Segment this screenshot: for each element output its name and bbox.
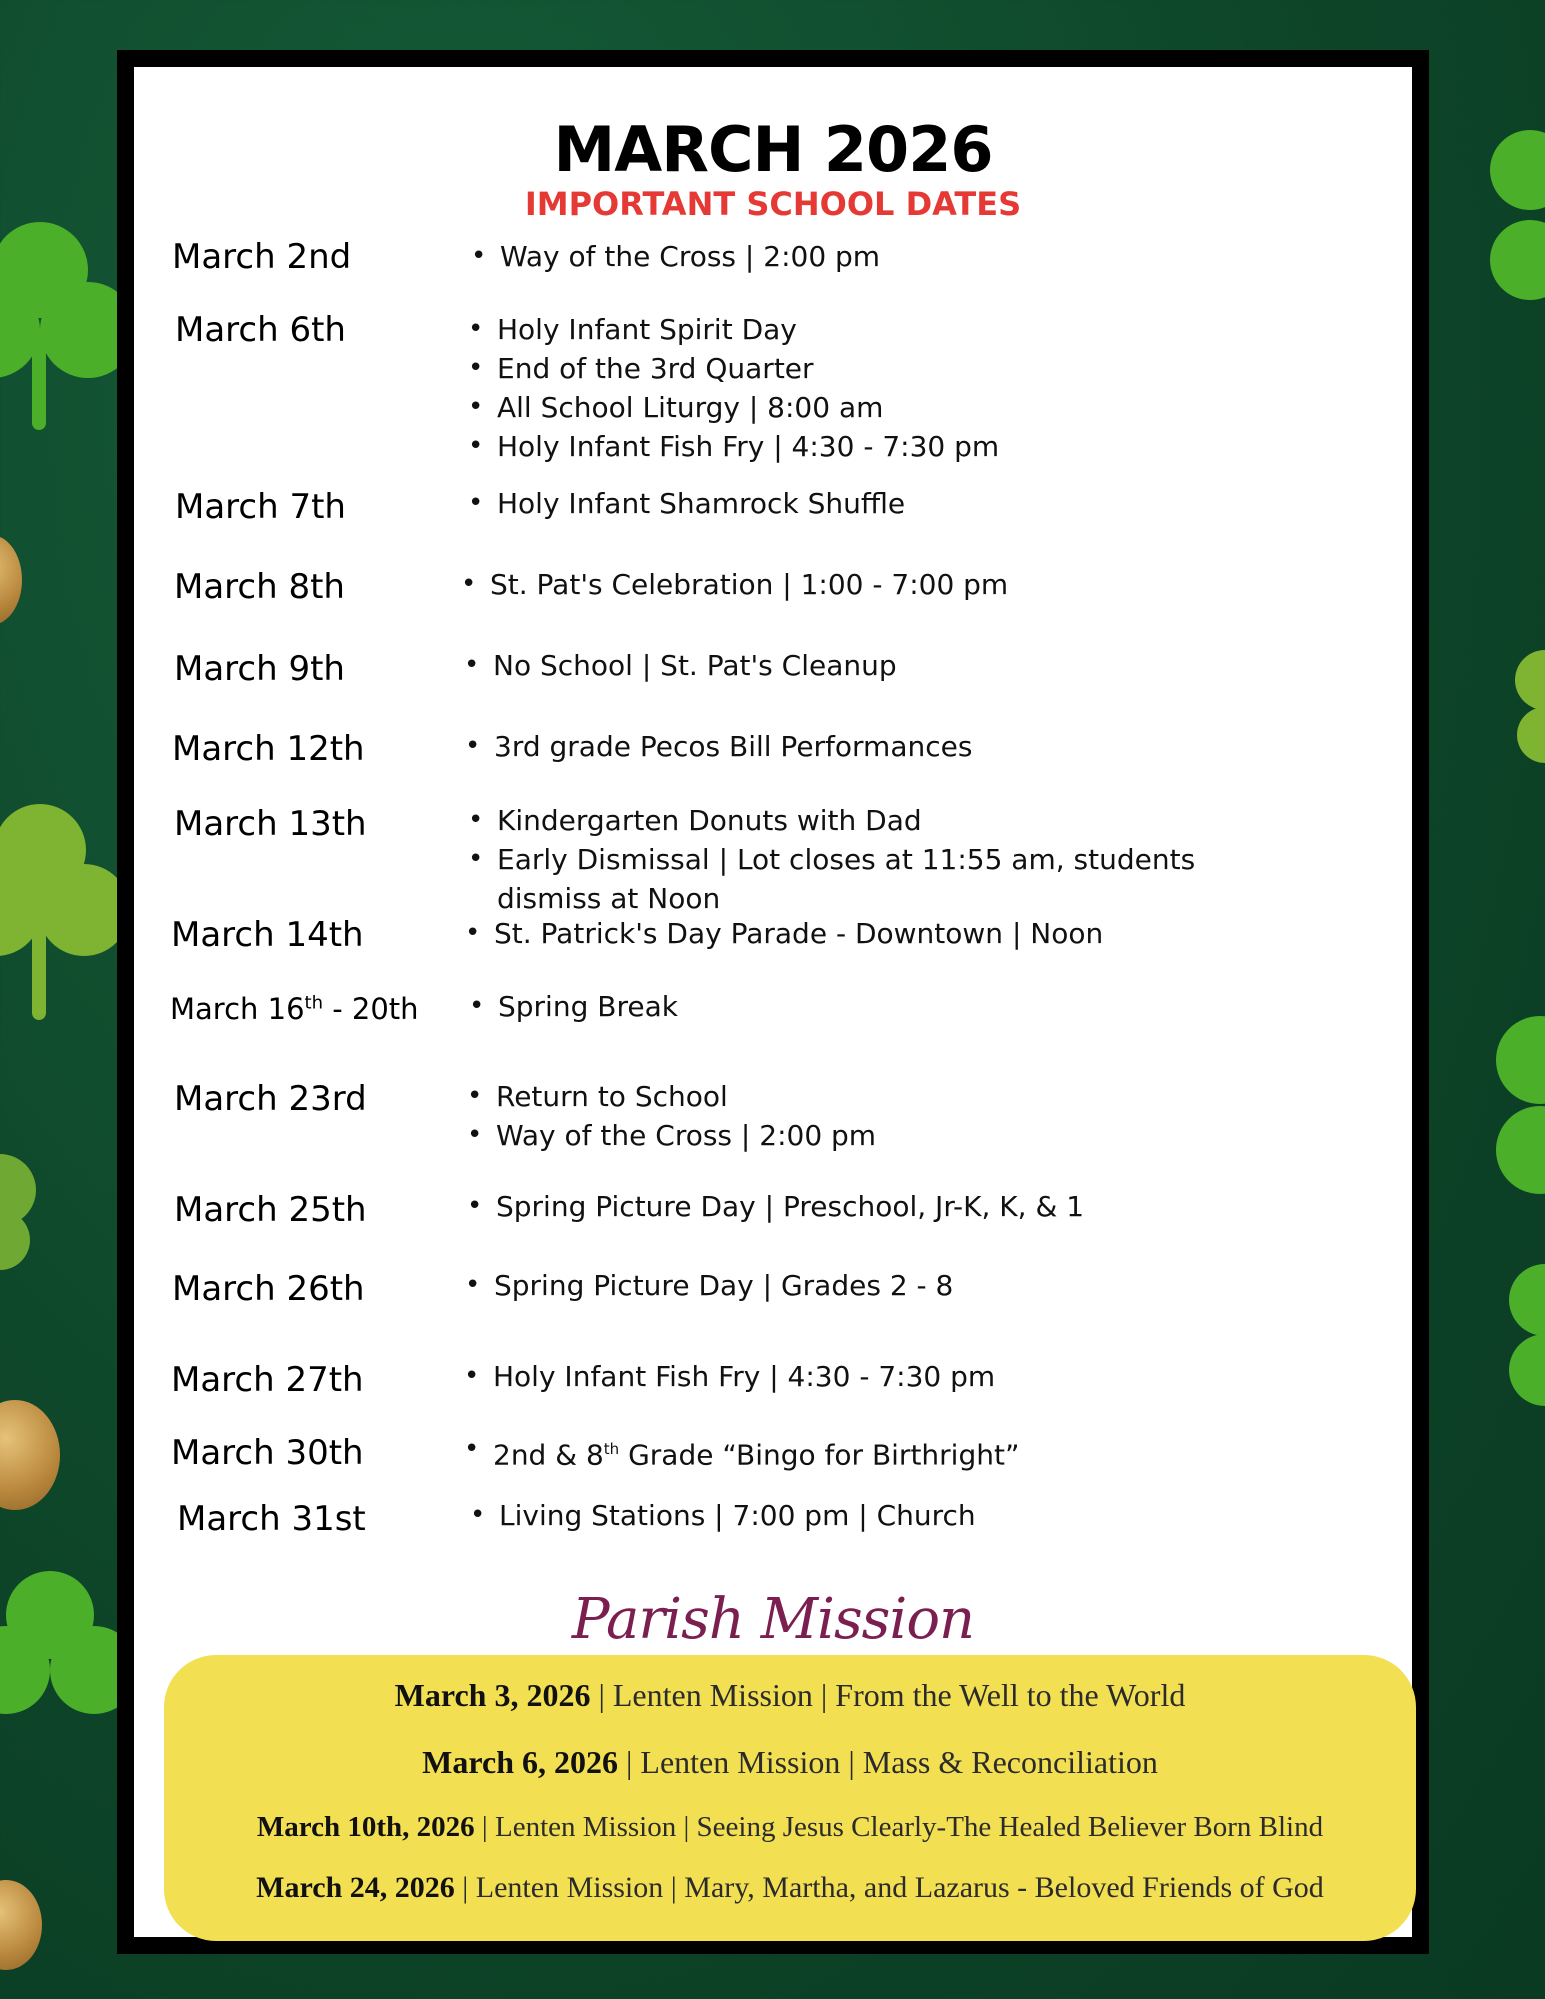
event-list	[464, 801, 1284, 918]
date-label: March 8th	[174, 567, 345, 607]
event-list	[465, 987, 678, 1026]
event-list	[463, 1077, 876, 1155]
mission-text: | Lenten Mission | From the Well to the World	[590, 1677, 1186, 1713]
event-list	[460, 1430, 1019, 1474]
event-list	[460, 1357, 995, 1396]
event-item-part: Grade “Bingo for Birthright”	[619, 1438, 1020, 1472]
mission-date: March 3, 2026	[394, 1677, 591, 1713]
clover-decoration-left	[0, 790, 120, 1030]
event-item: • Living Stations | 7:00 pm | Church	[466, 1496, 976, 1535]
mission-text: | Lenten Mission | Mary, Martha, and Lazarus - Beloved Friends of God	[454, 1871, 1324, 1904]
event-list	[457, 565, 1008, 604]
page-title: MARCH 2026	[553, 113, 993, 186]
event-item: • Early Dismissal | Lot closes at 11:55 am, students dismiss at Noon	[464, 840, 1284, 918]
event-list	[463, 1187, 1084, 1226]
date-label: March 9th	[174, 649, 345, 689]
clover-decoration-right	[1470, 120, 1545, 320]
event-item: • All School Liturgy | 8:00 am	[464, 388, 999, 427]
date-label: March 30th	[171, 1433, 364, 1473]
flyer-card	[117, 50, 1429, 1954]
event-item: • St. Pat's Celebration | 1:00 - 7:00 pm	[457, 565, 1008, 604]
clover-decoration-right	[1480, 1000, 1545, 1200]
mission-line	[164, 1677, 1416, 1714]
event-item: • Kindergarten Donuts with Dad	[464, 801, 1284, 840]
mission-date: March 10th, 2026	[256, 1811, 475, 1843]
event-list	[466, 1496, 976, 1535]
clover-decoration-left	[0, 1560, 130, 1760]
date-label: March 6th	[175, 310, 346, 350]
mission-line	[164, 1744, 1416, 1781]
date-label	[170, 992, 419, 1026]
event-item: • St. Patrick's Day Parade - Downtown | Noon	[461, 914, 1103, 953]
date-label: March 23rd	[174, 1079, 367, 1119]
flyer-sheet	[134, 67, 1412, 1937]
mission-line	[164, 1871, 1416, 1905]
event-list	[464, 310, 999, 466]
date-label-part: March 16	[170, 992, 305, 1026]
event-list	[460, 646, 897, 685]
event-item: • Holy Infant Shamrock Shuffle	[464, 484, 905, 523]
event-item: • Spring Break	[465, 987, 678, 1026]
mission-title: Parish Mission	[571, 1587, 975, 1652]
event-item: • Return to School	[463, 1077, 876, 1116]
mission-text: | Lenten Mission | Seeing Jesus Clearly-The Healed Believer Born Blind	[474, 1811, 1324, 1843]
coin-decoration	[0, 1400, 60, 1510]
coin-decoration	[0, 1880, 42, 1970]
date-label-suffix: th	[304, 992, 323, 1014]
date-label-part: - 20th	[323, 992, 419, 1026]
clover-decoration-right	[1490, 1260, 1545, 1420]
mission-date: March 6, 2026	[422, 1744, 618, 1780]
event-list	[461, 914, 1103, 953]
event-item: • Way of the Cross | 2:00 pm	[463, 1116, 876, 1155]
clover-decoration-left	[0, 1150, 40, 1270]
date-label: March 31st	[177, 1499, 366, 1539]
date-label: March 12th	[172, 729, 365, 769]
clover-decoration-right	[1500, 640, 1545, 770]
event-item: • Holy Infant Fish Fry | 4:30 - 7:30 pm	[464, 427, 999, 466]
date-label: March 27th	[171, 1360, 364, 1400]
event-item: • Spring Picture Day | Preschool, Jr-K, K, & 1	[463, 1187, 1084, 1226]
event-list	[461, 727, 972, 766]
event-item: • Spring Picture Day | Grades 2 - 8	[461, 1266, 953, 1305]
mission-date: March 24, 2026	[256, 1871, 455, 1904]
event-list	[461, 1266, 953, 1305]
date-label: March 26th	[172, 1269, 365, 1309]
mission-text: | Lenten Mission | Mass & Reconciliation	[617, 1744, 1158, 1780]
mission-line	[164, 1811, 1416, 1844]
event-item-suffix: th	[603, 1440, 620, 1458]
event-item: • Way of the Cross | 2:00 pm	[467, 237, 880, 276]
mission-box	[164, 1655, 1416, 1941]
coin-decoration	[0, 535, 22, 625]
date-label: March 14th	[171, 915, 364, 955]
date-label: March 7th	[175, 487, 346, 527]
event-item: • Holy Infant Fish Fry | 4:30 - 7:30 pm	[460, 1357, 995, 1396]
event-list	[464, 484, 905, 523]
event-item: • Holy Infant Spirit Day	[464, 310, 999, 349]
date-label: March 13th	[174, 804, 367, 844]
event-item: • No School | St. Pat's Cleanup	[460, 646, 897, 685]
event-item	[460, 1430, 1019, 1474]
event-list	[467, 237, 880, 276]
event-item: • 3rd grade Pecos Bill Performances	[461, 727, 972, 766]
event-item: • End of the 3rd Quarter	[464, 349, 999, 388]
event-item-part: 2nd & 8	[493, 1438, 604, 1472]
date-label: March 25th	[174, 1190, 367, 1230]
date-label: March 2nd	[172, 237, 352, 277]
page-subtitle: IMPORTANT SCHOOL DATES	[524, 185, 1022, 223]
